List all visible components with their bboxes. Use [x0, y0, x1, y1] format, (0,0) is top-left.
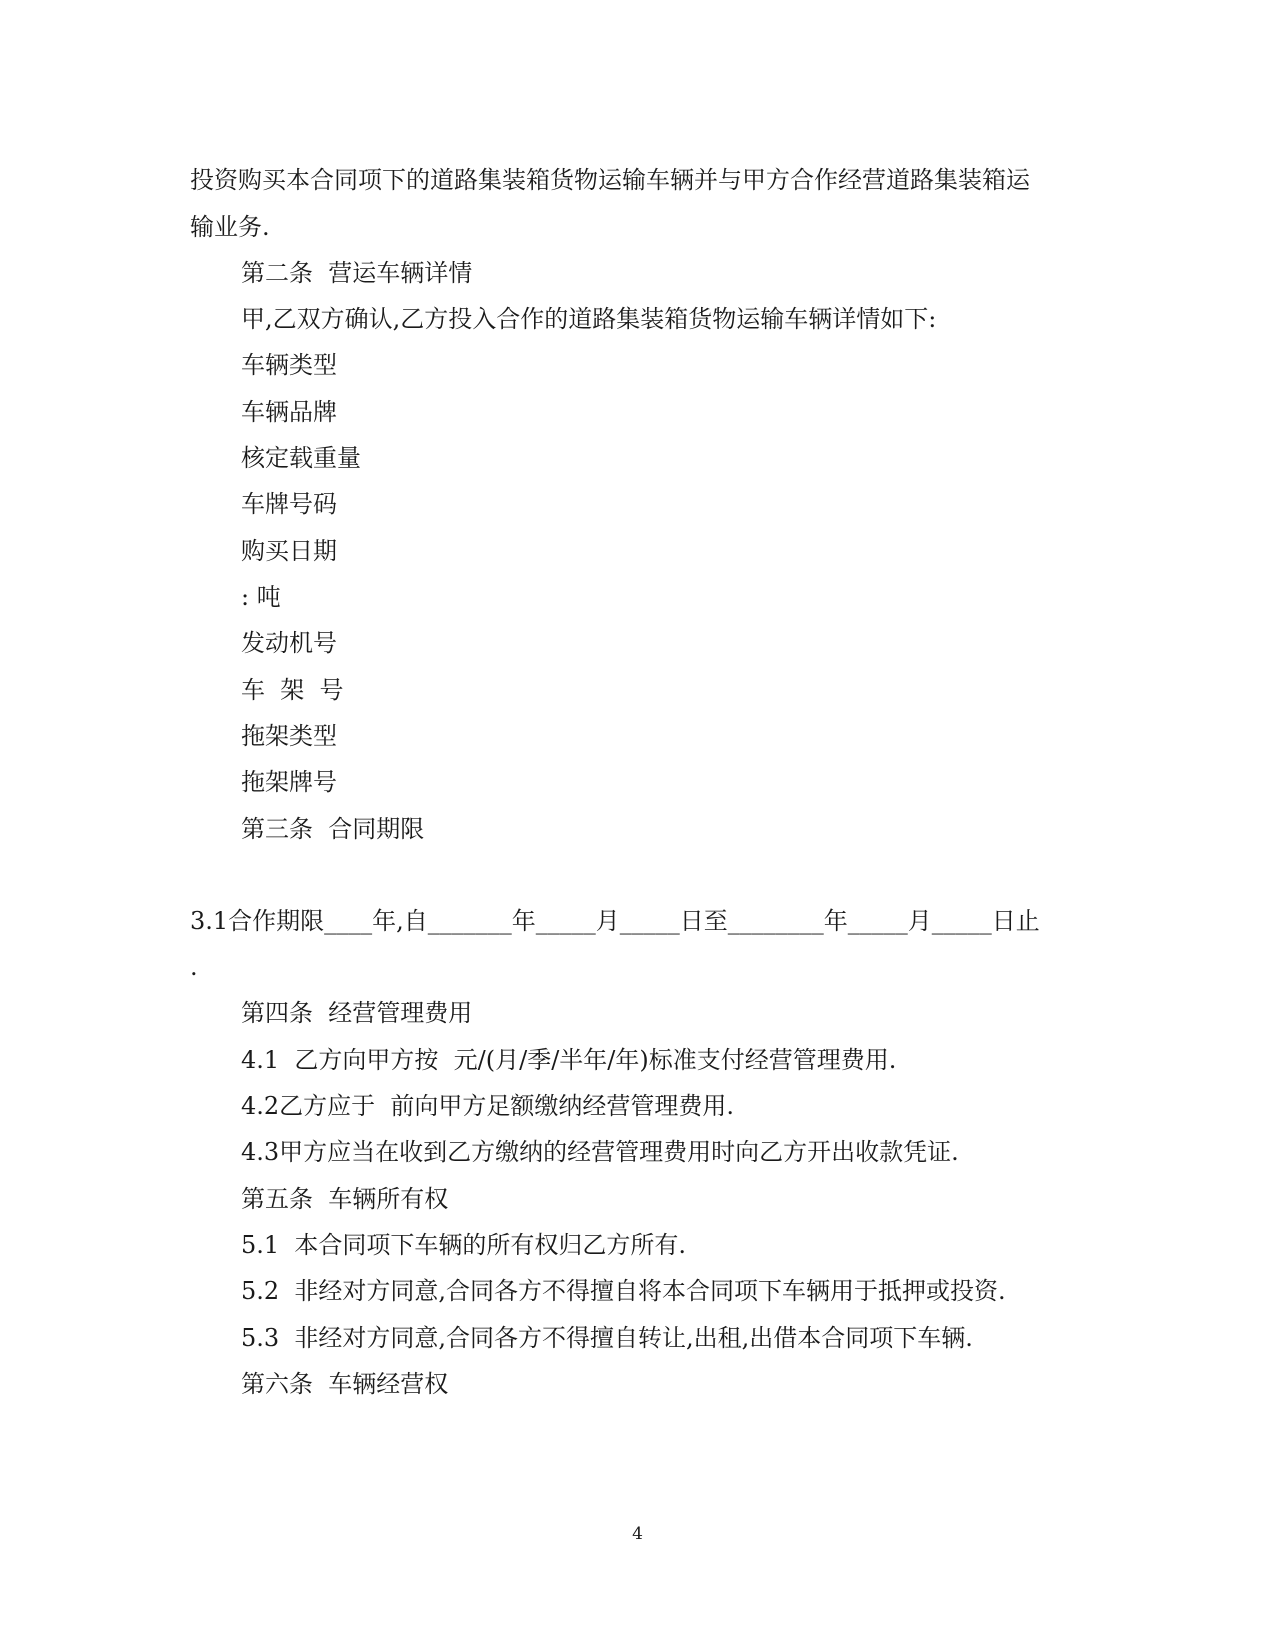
purchase-date-label: 购买日期: [241, 537, 337, 565]
clause-5-1: 5.1 本合同项下车辆的所有权归乙方所有.: [241, 1231, 687, 1259]
plate-number-label: 车牌号码: [241, 490, 337, 518]
clause-3-1: 3.1合作期限____年,自_______年_____月_____日至________年_____月_____日止: [190, 907, 1040, 935]
rated-load-label: 核定载重量: [241, 444, 361, 472]
clause-4-1: 4.1 乙方向甲方按 元/(月/季/半年/年)标准支付经营管理费用.: [241, 1046, 897, 1074]
clause-5-2: 5.2 非经对方同意,合同各方不得擅自将本合同项下车辆用于抵押或投资.: [241, 1277, 1006, 1305]
vehicle-type-label: 车辆类型: [241, 351, 337, 379]
article-3-heading: 第三条 合同期限: [241, 815, 425, 843]
chassis-number-label: 车 架 号: [241, 676, 344, 704]
page-number: 4: [632, 1524, 643, 1544]
paragraph-intro-line-2: 输业务.: [190, 213, 270, 241]
clause-4-3: 4.3甲方应当在收到乙方缴纳的经营管理费用时向乙方开出收款凭证.: [241, 1138, 959, 1166]
trailer-plate-label: 拖架牌号: [241, 768, 337, 796]
vehicle-brand-label: 车辆品牌: [241, 398, 337, 426]
clause-3-1-end: .: [190, 953, 198, 981]
engine-number-label: 发动机号: [241, 629, 337, 657]
article-2-text: 甲,乙双方确认,乙方投入合作的道路集装箱货物运输车辆详情如下:: [241, 305, 937, 333]
article-2-heading: 第二条 营运车辆详情: [241, 259, 473, 287]
clause-5-3: 5.3 非经对方同意,合同各方不得擅自转让,出租,出借本合同项下车辆.: [241, 1324, 973, 1352]
tonnage-unit-label: : 吨: [241, 583, 281, 611]
article-4-heading: 第四条 经营管理费用: [241, 999, 473, 1027]
paragraph-intro-line-1: 投资购买本合同项下的道路集装箱货物运输车辆并与甲方合作经营道路集装箱运: [190, 166, 1030, 194]
clause-4-2: 4.2乙方应于 前向甲方足额缴纳经营管理费用.: [241, 1092, 735, 1120]
article-6-heading: 第六条 车辆经营权: [241, 1370, 449, 1398]
trailer-type-label: 拖架类型: [241, 722, 337, 750]
article-5-heading: 第五条 车辆所有权: [241, 1185, 449, 1213]
